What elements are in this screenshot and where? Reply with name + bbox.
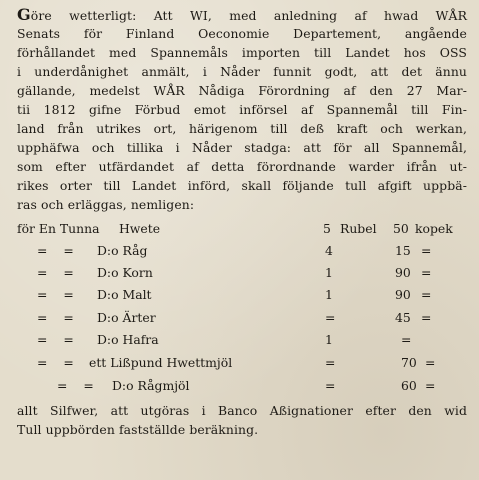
paragraph-line: rikes orter till Landet införd, skall följande tull afgift uppbä- <box>17 178 467 193</box>
tariff-rubel: 5 <box>323 221 331 236</box>
closing-line: Tull uppbörden fastställde beräkning. <box>17 422 259 437</box>
tariff-row <box>17 376 467 395</box>
tariff-kopek: 60 <box>401 378 417 393</box>
ditto-mark: = = <box>37 287 80 302</box>
tariff-row <box>17 308 467 327</box>
tariff-item: D:o Ärter <box>97 310 156 325</box>
paragraph-line <box>17 5 467 25</box>
tariff-rubel: 1 <box>325 287 333 302</box>
tariff-item: Hwete <box>119 221 161 236</box>
ditto-mark: = = <box>37 355 80 370</box>
tariff-item: ett Lißpund Hwettmjöl <box>89 355 233 370</box>
paragraph-line: gällande, medelst WÅR Nådiga Förordning af den 27 Mar- <box>17 83 467 98</box>
tariff-item: D:o Rågmjöl <box>112 378 190 393</box>
tariff-prefix: för En Tunna <box>17 221 100 236</box>
tariff-rubel: 1 <box>325 265 333 280</box>
tariff-kopek: 50 <box>393 221 409 236</box>
ditto-mark: = = <box>37 265 80 280</box>
paragraph-line: ras och erläggas, nemligen: <box>17 197 195 212</box>
tariff-kopek: 90 <box>395 265 411 280</box>
tariff-row <box>17 219 467 238</box>
tariff-rubel: = <box>325 355 336 370</box>
tariff-kopek: = <box>401 332 412 347</box>
paragraph-line: som efter utfärdandet af detta förordnande warder ifrån ut- <box>17 159 467 174</box>
ditto-mark: = = <box>37 310 80 325</box>
closing-line: allt Silfwer, att utgöras i Banco Aßignationer efter den wid <box>17 403 467 418</box>
tariff-row <box>17 241 467 260</box>
tariff-kopek: 45 <box>395 310 411 325</box>
ditto-mark: = <box>421 310 432 325</box>
ditto-mark: = <box>421 287 432 302</box>
tariff-row <box>17 285 467 304</box>
paragraph-line: upphäfwa och tillika i Nåder stadga: att för all Spannemål, <box>17 140 467 155</box>
paragraph-line: Senats för Finland Oeconomie Departement, angående <box>17 26 467 41</box>
drop-initial: G <box>17 5 31 24</box>
paragraph-line: förhållandet med Spannemåls importen till Landet hos OSS <box>17 45 467 60</box>
paragraph-line: i underdånighet anmält, i Nåder funnit godt, att det ännu <box>17 64 467 79</box>
ditto-mark: = <box>425 355 436 370</box>
tariff-item: D:o Hafra <box>97 332 159 347</box>
ditto-mark: = = <box>37 243 80 258</box>
tariff-item: D:o Råg <box>97 243 148 258</box>
tariff-rubel: 4 <box>325 243 333 258</box>
paragraph-line: land från utrikes ort, härigenom till deß kraft och werkan, <box>17 121 467 136</box>
tariff-kopek: 15 <box>395 243 411 258</box>
ditto-mark: = <box>425 378 436 393</box>
tariff-row <box>17 263 467 282</box>
ditto-mark: = <box>421 243 432 258</box>
tariff-rubel-unit: Rubel <box>340 221 377 236</box>
tariff-item: D:o Korn <box>97 265 153 280</box>
tariff-rubel: = <box>325 378 336 393</box>
tariff-row <box>17 353 467 372</box>
paragraph-line-text: öre wetterligt: Att WI, med anledning af hwad WÅR <box>30 8 467 23</box>
tariff-kopek-unit: kopek <box>415 221 453 236</box>
ditto-mark: = <box>421 265 432 280</box>
tariff-kopek: 70 <box>401 355 417 370</box>
tariff-rubel: 1 <box>325 332 333 347</box>
ditto-mark: = = <box>57 378 100 393</box>
tariff-rubel: = <box>325 310 336 325</box>
tariff-row <box>17 330 467 349</box>
paragraph-line: tii 1812 gifne Förbud emot införsel af Spannemål till Fin- <box>17 102 467 117</box>
tariff-kopek: 90 <box>395 287 411 302</box>
tariff-item: D:o Malt <box>97 287 152 302</box>
ditto-mark: = = <box>37 332 80 347</box>
